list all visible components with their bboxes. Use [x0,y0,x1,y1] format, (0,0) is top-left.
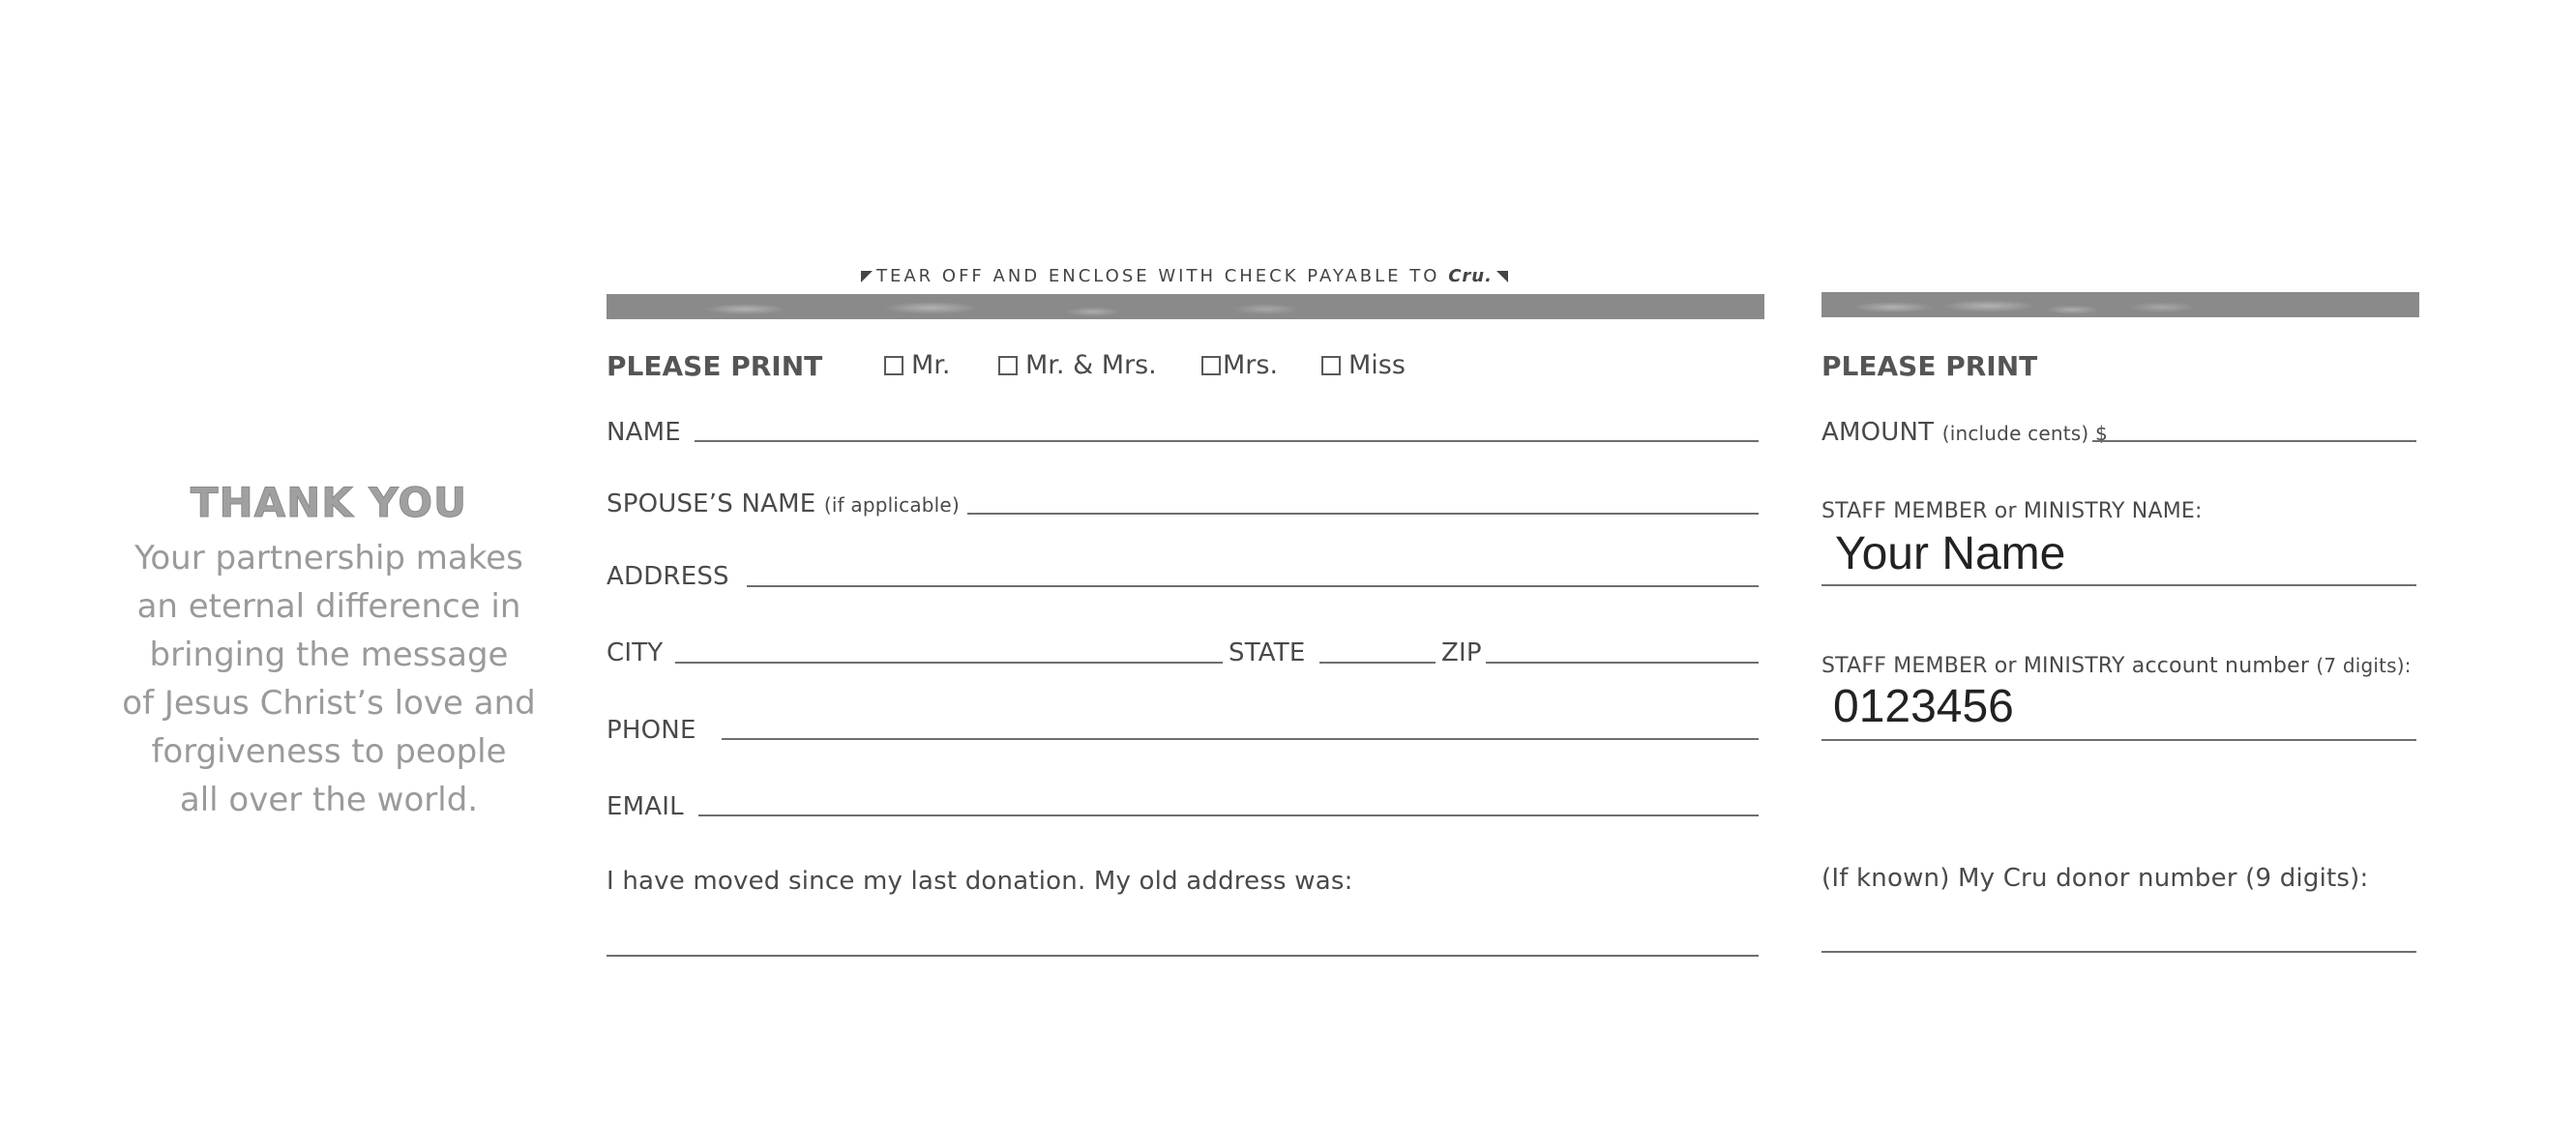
staff-account-note: (7 digits): [2316,654,2412,677]
state-label: STATE [1229,638,1306,667]
title-option-miss[interactable] [1321,350,1406,380]
title-option-mr-mrs[interactable] [998,350,1157,380]
staff-name-field-line [1821,584,2416,586]
title-option-label: Mr. [911,350,951,380]
checkbox[interactable] [1321,356,1341,375]
spouse-name-label-text: SPOUSE’S NAME [607,489,816,518]
spouse-name-field[interactable] [967,513,1759,515]
staff-name-label: STAFF MEMBER or MINISTRY NAME: [1821,499,2203,523]
checkbox[interactable] [1201,356,1221,375]
checkbox[interactable] [998,356,1018,375]
state-field[interactable] [1319,662,1436,664]
corner-arrow-right-icon [1496,271,1508,282]
corner-arrow-left-icon [861,271,873,282]
donor-number-label: (If known) My Cru donor number (9 digits): [1821,864,2369,893]
title-option-mrs[interactable] [1201,350,1278,380]
right-please-print-heading: PLEASE PRINT [1821,350,2038,382]
thank-you-line: an eternal difference in [136,587,521,626]
email-field[interactable] [698,814,1759,816]
amount-note: (include cents) $ [1941,422,2108,445]
moved-address-label: I have moved since my last donation. My old address was: [607,867,1353,896]
thank-you-line: bringing the message [149,636,509,674]
left-please-print-heading: PLEASE PRINT [607,350,823,382]
spouse-name-note: (if applicable) [823,493,960,517]
thank-you-message [106,534,551,824]
name-field[interactable] [695,440,1759,442]
old-address-field[interactable] [607,955,1759,957]
staff-account-label-text: STAFF MEMBER or MINISTRY account number [1821,654,2310,678]
title-option-label: Miss [1348,350,1406,380]
thank-you-line: forgiveness to people [151,732,507,771]
tear-off-instruction [861,266,1508,286]
amount-field[interactable] [2092,440,2416,442]
title-option-label: Mr. & Mrs. [1025,350,1157,380]
city-label: CITY [607,638,664,667]
title-option-label: Mrs. [1223,350,1279,380]
spouse-name-label [607,489,960,518]
left-header-bar [607,294,1764,319]
staff-account-value[interactable]: 0123456 [1833,681,2014,732]
thank-you-line: of Jesus Christ’s love and [122,684,536,723]
zip-label: ZIP [1441,638,1482,667]
thank-you-line: Your partnership makes [134,539,523,577]
donor-number-field[interactable] [1821,951,2416,953]
right-header-bar [1821,292,2419,317]
address-field[interactable] [747,585,1759,587]
staff-name-value[interactable]: Your Name [1835,528,2066,579]
phone-label: PHONE [607,716,696,745]
title-option-mr[interactable] [884,350,951,380]
amount-label-text: AMOUNT [1821,418,1935,447]
checkbox[interactable] [884,356,903,375]
brand-name: Cru. [1448,266,1493,286]
staff-account-label [1821,654,2412,678]
amount-label [1821,418,2108,447]
phone-field[interactable] [722,738,1759,740]
tear-off-text: TEAR OFF AND ENCLOSE WITH CHECK PAYABLE TO [876,266,1440,286]
thank-you-line: all over the world. [179,781,479,819]
address-label: ADDRESS [607,562,729,591]
name-label: NAME [607,418,681,447]
thank-you-title: THANK YOU [190,479,468,526]
email-label: EMAIL [607,792,684,821]
zip-field[interactable] [1486,662,1759,664]
city-field[interactable] [675,662,1223,664]
staff-account-field-line [1821,739,2416,741]
